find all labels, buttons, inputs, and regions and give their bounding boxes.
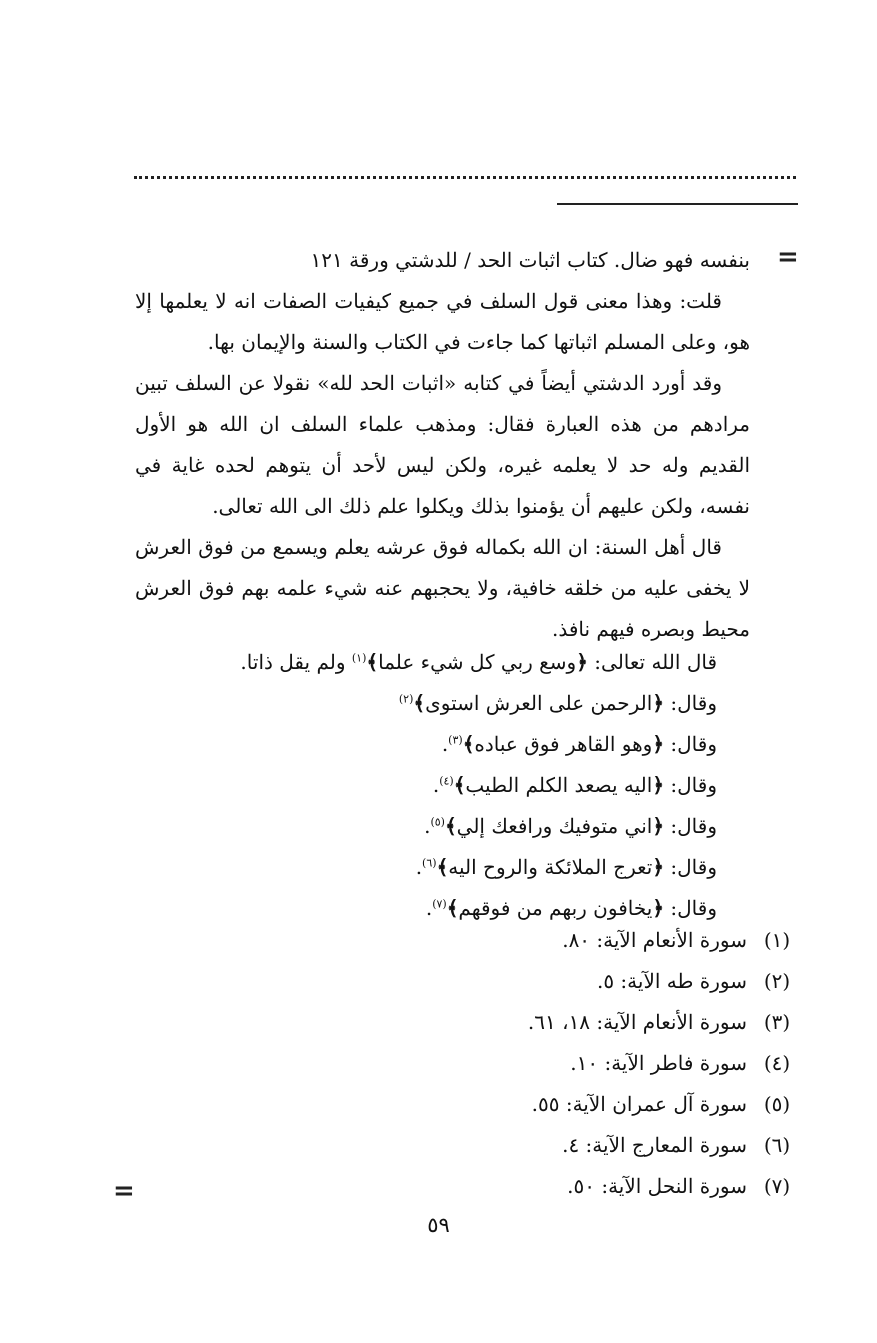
continuation-mark-top: = [777, 242, 799, 272]
footnote-number: (٤) [763, 1051, 791, 1075]
footnote-number: (٢) [763, 969, 791, 993]
continuation-mark-bottom: = [113, 1176, 135, 1206]
ornate-bracket-close-icon: ﴾ [413, 691, 426, 715]
verse-text: يخافون ربهم من فوقهم [458, 896, 653, 920]
footnote-item [307, 1084, 807, 1125]
footnote-ref: (٧) [432, 897, 447, 911]
footnote-ref: (٦) [422, 856, 437, 870]
ornate-bracket-open-icon: ﴿ [652, 773, 665, 797]
continued-line: بنفسه فهو ضال. كتاب اثبات الحد / للدشتي ورقة ١٢١ [310, 248, 750, 272]
verse-line [157, 724, 717, 765]
footnote-text: سورة فاطر الآية: ١٠. [570, 1051, 747, 1075]
page-number: ٥٩ [427, 1213, 450, 1237]
footnote-ref: (٥) [430, 815, 445, 829]
verse-text: وسع ربي كل شيء علما [378, 650, 577, 674]
footnotes-list [307, 920, 807, 1207]
verse-text: اني متوفيك ورافعك إلي [456, 814, 653, 838]
verse-line [157, 642, 717, 683]
dotted-separator [134, 176, 796, 179]
footnote-item [307, 1166, 807, 1207]
footnote-ref: (٤) [439, 774, 454, 788]
ornate-bracket-close-icon: ﴾ [444, 814, 457, 838]
footnote-item [307, 1002, 807, 1043]
footnote-text: سورة الأنعام الآية: ١٨، ٦١. [527, 1010, 747, 1034]
verse-line [157, 847, 717, 888]
verse-intro: وقال: [664, 691, 717, 715]
verse-intro: وقال: [664, 814, 717, 838]
ornate-bracket-open-icon: ﴿ [652, 732, 665, 756]
ornate-bracket-open-icon: ﴿ [576, 650, 588, 674]
ornate-bracket-close-icon: ﴾ [446, 896, 459, 920]
footnote-rule [557, 203, 798, 205]
verse-after: . [424, 814, 431, 838]
footnote-text: سورة طه الآية: ٥. [596, 969, 747, 993]
footnote-ref: (٢) [398, 692, 414, 706]
verse-after: . [425, 896, 433, 920]
verse-list [157, 642, 717, 929]
verse-intro: وقال: [664, 773, 717, 797]
verse-intro: وقال: [664, 896, 717, 920]
verse-intro: وقال: [664, 855, 717, 879]
footnote-item [307, 1043, 807, 1084]
main-text [135, 240, 750, 650]
footnote-number: (١) [763, 928, 791, 952]
footnote-text: سورة الأنعام الآية: ٨٠. [562, 928, 747, 952]
ornate-bracket-close-icon: ﴾ [366, 650, 379, 674]
footnote-number: (٥) [763, 1092, 791, 1116]
ornate-bracket-close-icon: ﴾ [462, 732, 475, 756]
verse-text: تعرج الملائكة والروح اليه [448, 855, 653, 879]
footnote-item [307, 961, 807, 1002]
footnote-item [307, 920, 807, 961]
verse-intro: وقال: [664, 732, 717, 756]
footnote-number: (٧) [763, 1174, 791, 1198]
verse-line [157, 683, 717, 724]
ornate-bracket-open-icon: ﴿ [652, 814, 665, 838]
verse-after: . [415, 855, 423, 879]
verse-after: ولم يقل ذاتا. [240, 650, 352, 674]
footnote-item [307, 1125, 807, 1166]
ornate-bracket-open-icon: ﴿ [652, 896, 665, 920]
paragraph-3: قال أهل السنة: ان الله بكماله فوق عرشه يعلم ويسمع من فوق العرش لا يخفى عليه من خلقه خافية، ولا يحجبهم عنه شيء علمه بهم فوق العرش محيط وبصره فيهم نافذ. [135, 535, 750, 641]
footnote-ref: (١) [351, 651, 367, 665]
verse-after: . [441, 732, 449, 756]
footnote-text: سورة النحل الآية: ٥٠. [567, 1174, 747, 1198]
footnote-text: سورة آل عمران الآية: ٥٥. [531, 1092, 747, 1116]
ornate-bracket-open-icon: ﴿ [652, 691, 665, 715]
verse-text: الرحمن على العرش استوى [425, 691, 653, 715]
footnote-ref: (٣) [448, 733, 463, 747]
paragraph-2: وقد أورد الدشتي أيضاً في كتابه «اثبات الحد لله» نقولا عن السلف تبين مرادهم من هذه العبارة فقال: ومذهب علماء السلف ان الله هو الأول القديم وله حد لا يعلمه غيره، ولكن ليس لأحد أن يتوهم لحده غاية في نفسه، ولكن عليهم أن يؤمنوا بذلك ويكلوا علم ذلك الى الله تعالى. [135, 371, 750, 518]
verse-line [157, 806, 717, 847]
ornate-bracket-close-icon: ﴾ [453, 773, 466, 797]
footnote-text: سورة المعارج الآية: ٤. [562, 1133, 747, 1157]
footnote-number: (٦) [763, 1133, 791, 1157]
ornate-bracket-close-icon: ﴾ [436, 855, 449, 879]
verse-after: . [432, 773, 440, 797]
ornate-bracket-open-icon: ﴿ [652, 855, 665, 879]
paragraph-1: قلت: وهذا معنى قول السلف في جميع كيفيات الصفات انه لا يعلمها إلا هو، وعلى المسلم اثباتها كما جاءت في الكتاب والسنة والإيمان بها. [135, 289, 750, 354]
footnote-number: (٣) [763, 1010, 791, 1034]
verse-text: وهو القاهر فوق عباده [474, 732, 653, 756]
verse-line [157, 765, 717, 806]
verse-intro: قال الله تعالى: [587, 650, 717, 674]
verse-text: اليه يصعد الكلم الطيب [465, 773, 653, 797]
